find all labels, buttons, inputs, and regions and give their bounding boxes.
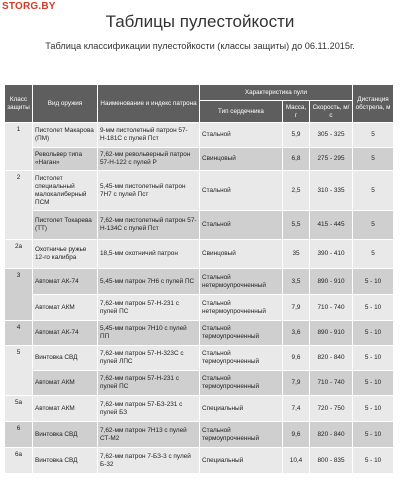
table-row — [5, 295, 394, 321]
table-row — [5, 346, 394, 371]
cell-speed: 820 - 840 — [310, 422, 353, 448]
cell-cartridge: 5,45-мм пистолетный патрон 7Н7 с пулей Пст — [98, 171, 200, 211]
cell-class: 5 — [5, 346, 33, 396]
cell-cartridge: 7,62-мм револьверный патрон 57-Н-122 с пулей Р — [98, 148, 200, 171]
cell-class: 6а — [5, 448, 33, 474]
cell-speed: 390 - 410 — [310, 240, 353, 269]
cell-speed: 415 - 445 — [310, 211, 353, 240]
header-core: Тип сердечника — [200, 101, 283, 123]
cell-cartridge: 7,62-мм пистолетный патрон 57-Н-134С с пулей Пст — [98, 211, 200, 240]
cell-cartridge: 7,62-мм патрон 7-БЗ-3 с пулей Б-32 — [98, 448, 200, 474]
cell-distance: 5 - 10 — [353, 269, 394, 295]
cell-mass: 3,6 — [283, 321, 310, 346]
table-row — [5, 396, 394, 422]
table-row — [5, 371, 394, 396]
cell-mass: 9,6 — [283, 346, 310, 371]
cell-class: 3 — [5, 269, 33, 321]
cell-core: Стальной термоупрочненный — [200, 422, 283, 448]
cell-weapon: Пистолет Макарова (ПМ) — [33, 123, 98, 148]
header-bullet-group: Характеристика пули — [200, 85, 353, 101]
cell-weapon: Винтовка СВД — [33, 422, 98, 448]
cell-core: Стальной — [200, 123, 283, 148]
cell-speed: 310 - 335 — [310, 171, 353, 211]
cell-speed: 710 - 740 — [310, 371, 353, 396]
cell-class: 6 — [5, 422, 33, 448]
cell-cartridge: 7,62-мм патрон 57-Н-323С с пулей ЛПС — [98, 346, 200, 371]
cell-core: Свинцовый — [200, 240, 283, 269]
cell-class: 5а — [5, 396, 33, 422]
table-row — [5, 269, 394, 295]
cell-distance: 5 - 10 — [353, 346, 394, 371]
cell-distance: 5 — [353, 211, 394, 240]
cell-speed: 820 - 840 — [310, 346, 353, 371]
cell-cartridge: 18,5-мм охотничий патрон — [98, 240, 200, 269]
header-distance: Дистанция обстрела, м — [353, 85, 394, 123]
cell-mass: 6,8 — [283, 148, 310, 171]
cell-core: Стальной нетермоупрочненный — [200, 269, 283, 295]
table-row — [5, 171, 394, 211]
page-subtitle: Таблица классификации пулестойкости (классы защиты) до 06.11.2015г. — [45, 41, 355, 51]
cell-cartridge: 5,45-мм патрон 7Н6 с пулей ПС — [98, 269, 200, 295]
cell-weapon: Пистолет Токарева (ТТ) — [33, 211, 98, 240]
cell-mass: 10,4 — [283, 448, 310, 474]
cell-core: Специальный — [200, 396, 283, 422]
table-row — [5, 422, 394, 448]
cell-speed: 720 - 750 — [310, 396, 353, 422]
cell-core: Стальной нетермоупрочненный — [200, 295, 283, 321]
cell-core: Специальный — [200, 448, 283, 474]
cell-core: Стальной термоупрочненный — [200, 346, 283, 371]
cell-distance: 5 - 10 — [353, 371, 394, 396]
cell-speed: 890 - 910 — [310, 321, 353, 346]
cell-weapon: Пистолет специальный малокалиберный ПСМ — [33, 171, 98, 211]
watermark: STORG.BY — [2, 1, 56, 12]
cell-weapon: Автомат АКМ — [33, 371, 98, 396]
cell-weapon: Винтовка СВД — [33, 346, 98, 371]
cell-distance: 5 — [353, 171, 394, 211]
cell-mass: 7,9 — [283, 295, 310, 321]
cell-class: 2а — [5, 240, 33, 269]
cell-core: Стальной термоупрочненный — [200, 321, 283, 346]
cell-weapon: Охотничье ружье 12-го калибра — [33, 240, 98, 269]
cell-distance: 5 - 10 — [353, 448, 394, 474]
cell-mass: 9,6 — [283, 422, 310, 448]
cell-weapon: Автомат АК-74 — [33, 269, 98, 295]
cell-cartridge: 5,45-мм патрон 7Н10 с пулей ПП — [98, 321, 200, 346]
cell-distance: 5 - 10 — [353, 396, 394, 422]
header-mass: Масса, г — [283, 101, 310, 123]
cell-distance: 5 — [353, 148, 394, 171]
cell-distance: 5 - 10 — [353, 422, 394, 448]
table-row — [5, 321, 394, 346]
cell-speed: 890 - 910 — [310, 269, 353, 295]
cell-mass: 2,5 — [283, 171, 310, 211]
cell-distance: 5 — [353, 240, 394, 269]
cell-weapon: Винтовка СВД — [33, 448, 98, 474]
cell-distance: 5 — [353, 123, 394, 148]
cell-speed: 710 - 740 — [310, 295, 353, 321]
header-weapon: Вид оружия — [33, 85, 98, 123]
cell-cartridge: 9-мм пистолетный патрон 57-Н-181С с пулей Пст — [98, 123, 200, 148]
cell-core: Свинцовый — [200, 148, 283, 171]
table-row — [5, 211, 394, 240]
cell-speed: 800 - 835 — [310, 448, 353, 474]
cell-class: 4 — [5, 321, 33, 346]
cell-core: Стальной термоупрочненный — [200, 371, 283, 396]
cell-mass: 7,9 — [283, 371, 310, 396]
header-speed: Скорость, м/с — [310, 101, 353, 123]
cell-weapon: Автомат АКМ — [33, 396, 98, 422]
page-title: Таблицы пулестойкости — [105, 12, 295, 31]
cell-core: Стальной — [200, 211, 283, 240]
cell-weapon: Автомат АКМ — [33, 295, 98, 321]
cell-speed: 275 - 295 — [310, 148, 353, 171]
header-cartridge: Наименование и индекс патрона — [98, 85, 200, 123]
table-row — [5, 448, 394, 474]
table-row — [5, 123, 394, 148]
cell-cartridge: 7,62-мм патрон 57-Н-231 с пулей ПС — [98, 371, 200, 396]
ballistic-resistance-table — [4, 84, 394, 474]
cell-mass: 35 — [283, 240, 310, 269]
cell-class: 2 — [5, 171, 33, 240]
cell-mass: 3,5 — [283, 269, 310, 295]
cell-core: Стальной — [200, 171, 283, 211]
cell-distance: 5 - 10 — [353, 295, 394, 321]
header-class: Класс защиты — [5, 85, 33, 123]
cell-mass: 5,5 — [283, 211, 310, 240]
cell-cartridge: 7,62-мм патрон 57-БЗ-231 с пулей БЗ — [98, 396, 200, 422]
cell-cartridge: 7,62-мм патрон 7Н13 с пулей СТ-М2 — [98, 422, 200, 448]
cell-class: 1 — [5, 123, 33, 171]
cell-cartridge: 7,62-мм патрон 57-Н-231 с пулей ПС — [98, 295, 200, 321]
table-row — [5, 148, 394, 171]
cell-speed: 305 - 325 — [310, 123, 353, 148]
cell-weapon: Револьвер типа «Наган» — [33, 148, 98, 171]
cell-distance: 5 - 10 — [353, 321, 394, 346]
cell-weapon: Автомат АК-74 — [33, 321, 98, 346]
table-row — [5, 240, 394, 269]
cell-mass: 5,9 — [283, 123, 310, 148]
cell-mass: 7,4 — [283, 396, 310, 422]
